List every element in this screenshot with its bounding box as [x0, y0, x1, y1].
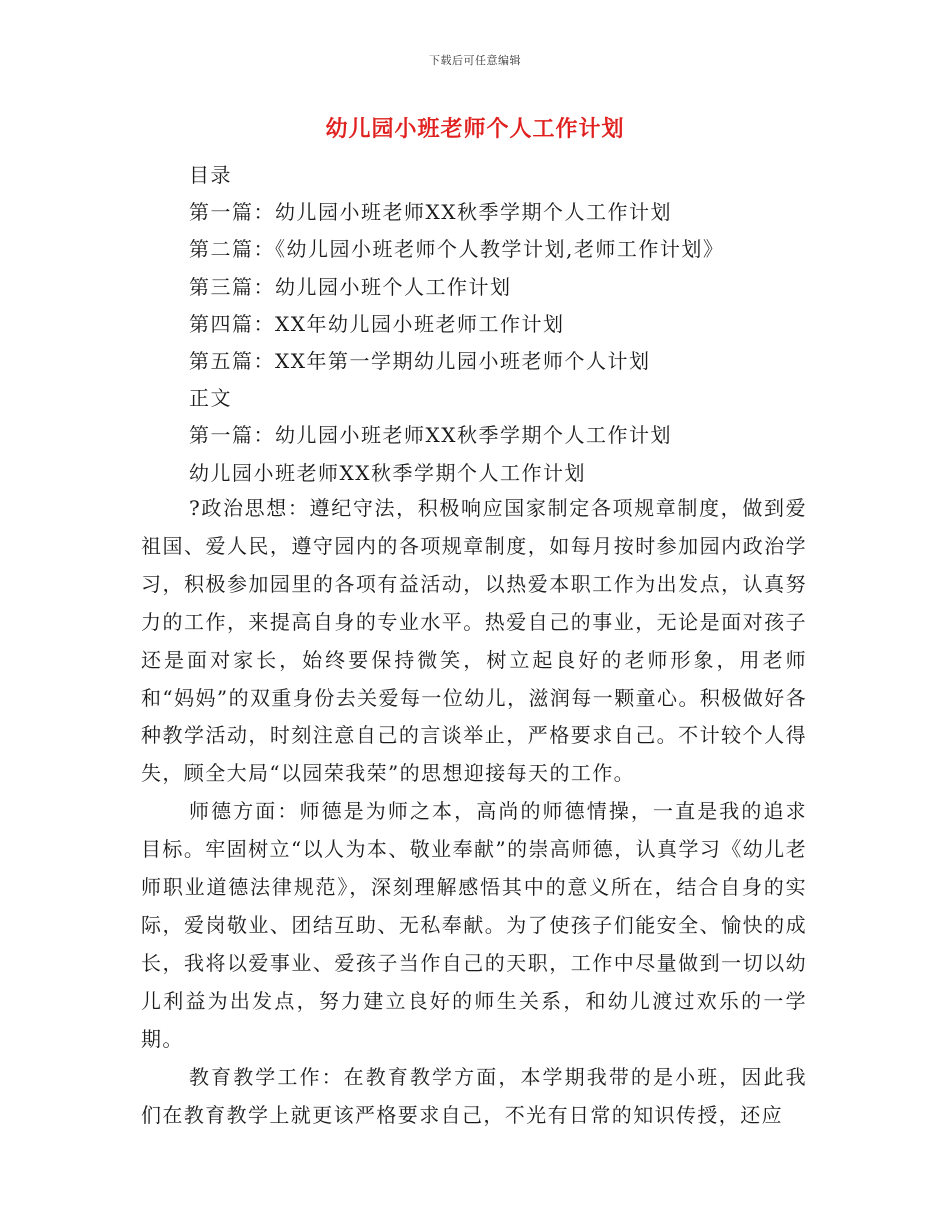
toc-line: 第二篇：《幼儿园小班老师个人教学计划,老师工作计划》 [189, 237, 725, 262]
toc-line: 第三篇：幼儿园小班个人工作计划 [189, 274, 512, 299]
body-paragraph: 教育教学工作：在教育教学方面，本学期我带的是小班，因此我们在教育教学上就更该严格要求自己，不光有日常的知识传授，还应 [141, 1064, 807, 1127]
body-paragraph: ?政治思想：遵纪守法，积极响应国家制定各项规章制度，做到爱祖国、爱人民，遵守园内的各项规章制度，如每月按时参加园内政治学习，积极参加园里的各项有益活动，以热爱本职工作为出发点，认真努力的工作，来提高自身的专业水平。热爱自己的事业，无论是面对孩子还是面对家长，始终要保持微笑，树立起良好的老师形象，用老师和“妈妈”的双重身份去关爱每一位幼儿，滋润每一颗童心。积极做好各种教学活动，时刻注意自己的言谈举止，严格要求自己。不计较个人得失，顾全大局“以园荣我荣”的思想迎接每天的工作。 [141, 496, 807, 786]
body-paragraph: 师德方面：师德是为师之本，高尚的师德情操，一直是我的追求目标。牢固树立“以人为本、敬业奉献”的崇高师德，认真学习《幼儿老师职业道德法律规范》，深刻理解感悟其中的意义所在，结合自身的实际，爱岗敬业、团结互助、无私奉献。为了使孩子们能安全、愉快的成长，我将以爱事业、爱孩子当作自己的天职，工作中尽量做到一切以幼儿利益为出发点，努力建立良好的师生关系，和幼儿渡过欢乐的一学期。 [141, 799, 807, 1051]
toc-line: 第一篇：幼儿园小班老师XX秋季学期个人工作计划 [189, 423, 672, 448]
toc-line: 目录 [189, 163, 232, 187]
toc-line: 第五篇：XX年第一学期幼儿园小班老师个人计划 [189, 348, 651, 373]
document-title: 幼儿园小班老师个人工作计划 [325, 116, 625, 142]
document-body [141, 490, 807, 1134]
table-of-contents [189, 157, 829, 492]
toc-line: 第四篇：XX年幼儿园小班老师工作计划 [189, 311, 565, 336]
toc-line: 第一篇：幼儿园小班老师XX秋季学期个人工作计划 [189, 200, 672, 225]
toc-line: 正文 [189, 386, 232, 411]
toc-line: 幼儿园小班老师XX秋季学期个人工作计划 [189, 460, 586, 485]
header-note: 下载后可任意编辑 [429, 54, 521, 67]
